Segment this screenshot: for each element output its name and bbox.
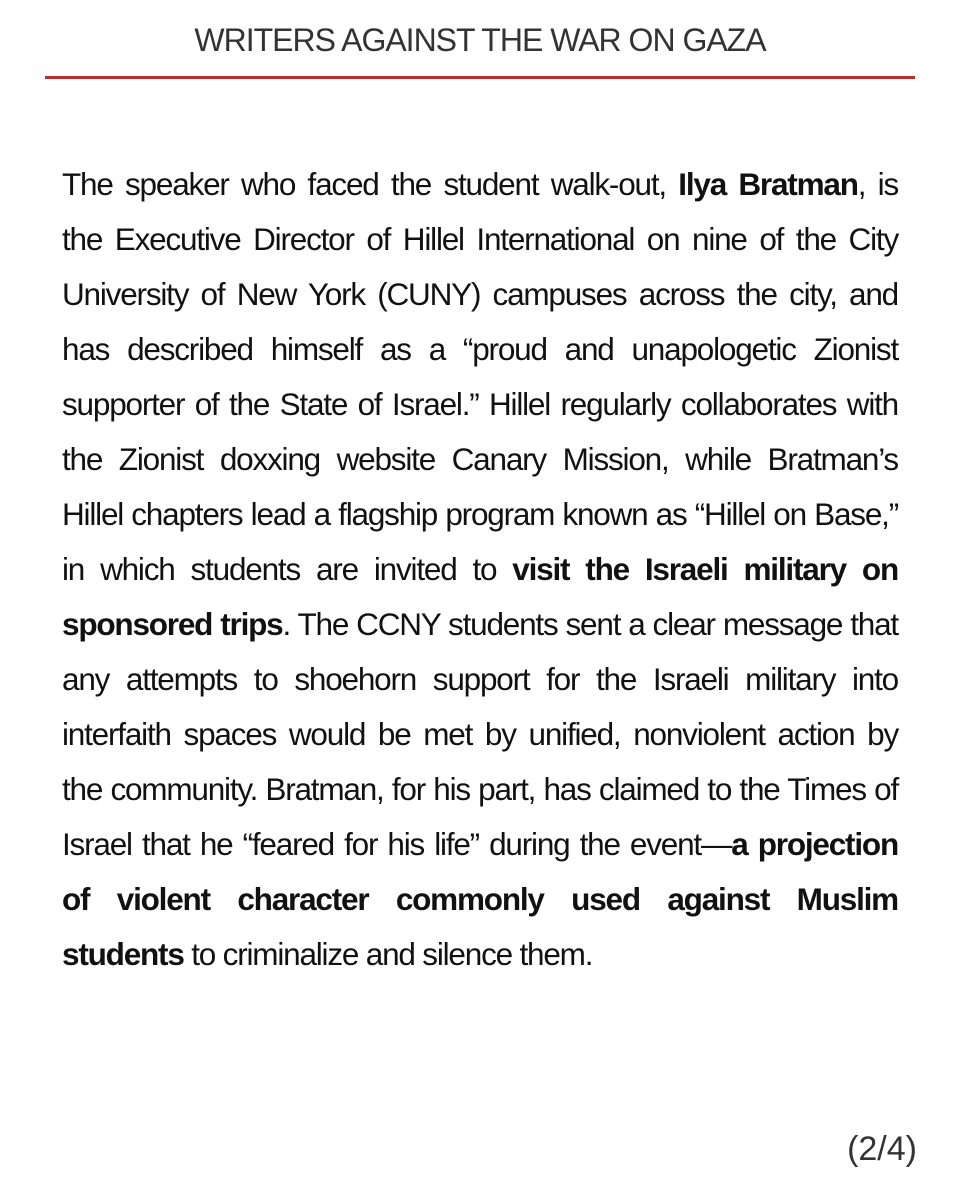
article-bold-segment: visit the Israeli military on sponsored trips	[62, 551, 898, 642]
article-text-segment: . The CCNY students sent a clear message that any attempts to shoehorn support for the Israeli military into interfaith spaces would be met by unified, nonviolent action by the community. Bratman, for his part, has claimed to the Times of Israel that he “feared for his life” during the event—	[62, 606, 898, 862]
page-title: WRITERS AGAINST THE WAR ON GAZA	[194, 22, 766, 58]
page-header	[45, 0, 915, 80]
article-text-segment: The speaker who faced the student walk-out,	[62, 166, 679, 202]
article-text-segment: , is the Executive Director of Hillel International on nine of the City University of New York (CUNY) campuses across the city, and has described himself as a “proud and unapologetic Zionist supporter of the State of Israel.” Hillel regularly collaborates with the Zionist doxxing website Canary Mission, while Bratman’s Hillel chapters lead a flagship program known as “Hillel on Base,” in which students are invited to	[62, 166, 898, 587]
article-body	[62, 157, 898, 982]
article-text-segment: to criminalize and silence them.	[183, 936, 593, 972]
article-bold-segment: a projection of violent character commonly used against Muslim students	[62, 826, 898, 972]
header-divider	[45, 76, 915, 79]
article-bold-segment: Ilya Bratman	[678, 166, 858, 202]
page-indicator: (2/4)	[847, 1130, 917, 1168]
